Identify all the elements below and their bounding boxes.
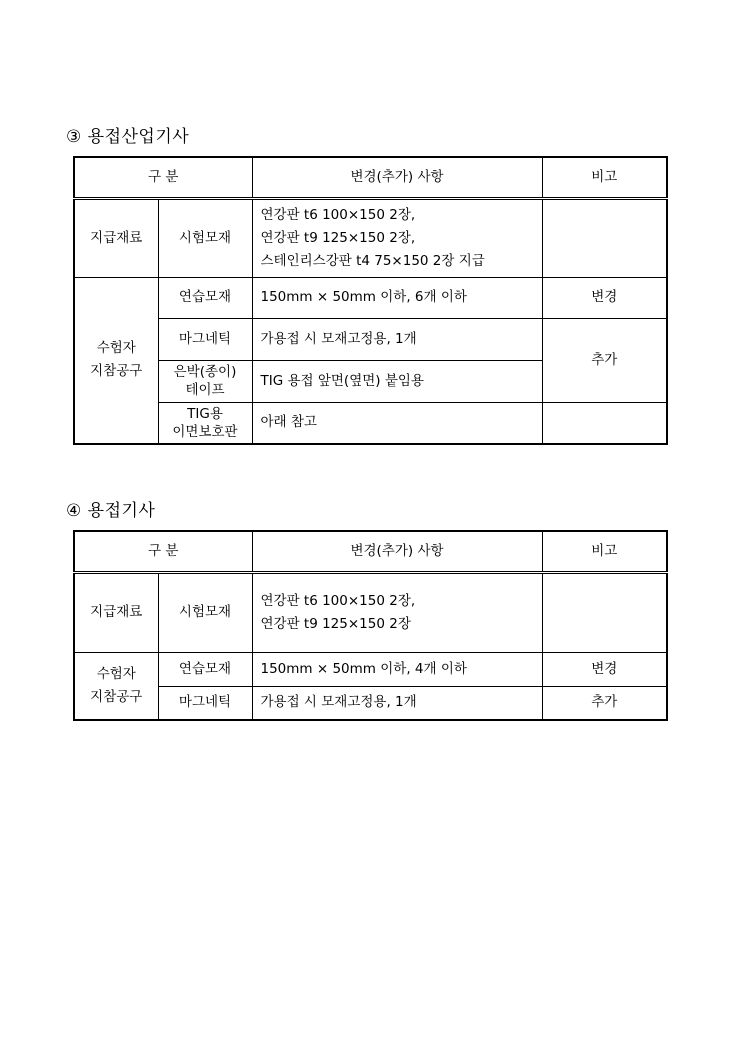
header-category: 구 분: [74, 157, 252, 198]
note-supply: [542, 198, 667, 277]
table-row: [74, 686, 667, 720]
header-note: 비고: [542, 531, 667, 572]
group-supply: 지급재료: [74, 572, 158, 652]
item-practice-material: 연습모재: [158, 652, 252, 686]
table-row: [74, 652, 667, 686]
table-row: [74, 198, 667, 277]
section-4-title: ④ 용접기사: [66, 501, 156, 521]
group-tools-line: 수험자: [96, 340, 136, 357]
group-tools-line: 지참공구: [90, 363, 143, 380]
table-row: [74, 572, 667, 652]
note-magnetic: 추가: [542, 686, 667, 720]
header-category: 구 분: [74, 531, 252, 572]
header-note: 비고: [542, 157, 667, 198]
group-tools: [74, 277, 158, 444]
change-line: 연강판 t6 100×150 2장,: [260, 206, 416, 223]
section-3-title: ③ 용접산업기사: [66, 127, 190, 147]
item-foil-tape: [158, 360, 252, 402]
change-supply: [252, 572, 542, 652]
change-practice: 150mm × 50mm 이하, 6개 이하: [252, 277, 542, 318]
change-line: 연강판 t9 125×150 2장: [260, 615, 411, 632]
group-tools-line: 수험자: [96, 665, 136, 682]
item-practice-material: 연습모재: [158, 277, 252, 318]
item-foil-tape-line: 테이프: [185, 382, 225, 398]
change-supply: [252, 198, 542, 277]
item-back-plate-line: TIG용: [187, 405, 223, 422]
note-supply: [542, 572, 667, 652]
note-added: 추가: [542, 318, 667, 402]
change-practice: 150mm × 50mm 이하, 4개 이하: [252, 652, 542, 686]
change-back-plate: 아래 참고: [252, 402, 542, 444]
table-row: [74, 277, 667, 318]
change-line: 연강판 t9 125×150 2장,: [260, 229, 416, 246]
table-header-row: [74, 531, 667, 572]
item-test-material: 시험모재: [158, 198, 252, 277]
section-4-table: [73, 530, 668, 721]
group-tools-line: 지참공구: [90, 688, 143, 705]
item-magnetic: 마그네틱: [158, 686, 252, 720]
item-back-plate: [158, 402, 252, 444]
section-3-table: [73, 156, 668, 445]
change-line: 연강판 t6 100×150 2장,: [260, 592, 416, 609]
item-magnetic: 마그네틱: [158, 318, 252, 360]
table-row: [74, 402, 667, 444]
table-header-row: [74, 157, 667, 198]
item-foil-tape-line: 은박(종이): [173, 364, 237, 380]
item-back-plate-line: 이면보호판: [172, 423, 238, 440]
change-line: 스테인리스강판 t4 75×150 2장 지급: [260, 252, 485, 269]
change-magnetic: 가용접 시 모재고정용, 1개: [252, 686, 542, 720]
note-practice: 변경: [542, 652, 667, 686]
item-test-material: 시험모재: [158, 572, 252, 652]
note-back-plate: [542, 402, 667, 444]
group-supply: 지급재료: [74, 198, 158, 277]
note-practice: 변경: [542, 277, 667, 318]
group-tools: [74, 652, 158, 720]
header-change: 변경(추가) 사항: [252, 531, 542, 572]
change-magnetic: 가용접 시 모재고정용, 1개: [252, 318, 542, 360]
header-change: 변경(추가) 사항: [252, 157, 542, 198]
table-row: [74, 318, 667, 360]
change-foil-tape: TIG 용접 앞면(옆면) 붙임용: [252, 360, 542, 402]
